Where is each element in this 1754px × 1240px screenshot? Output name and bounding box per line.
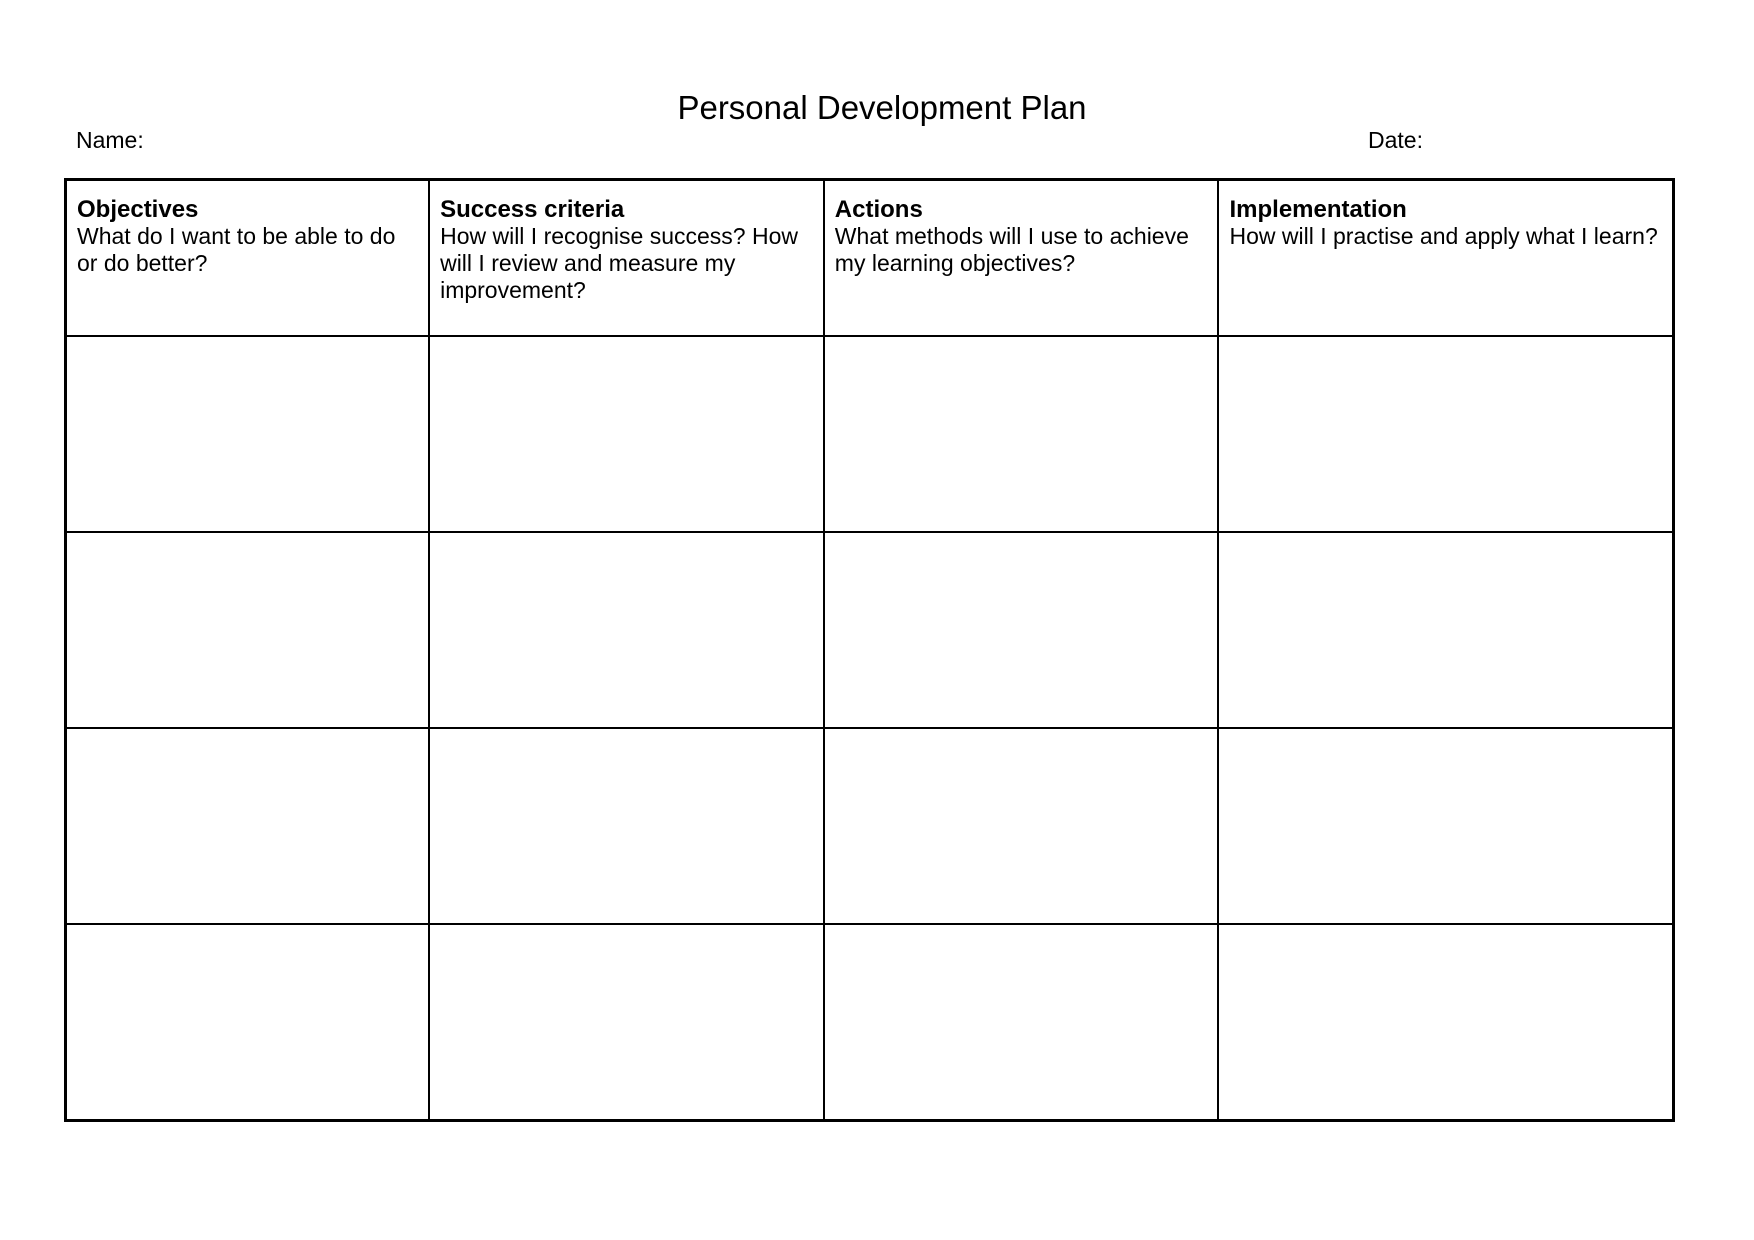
table-row (66, 924, 1674, 1121)
table-cell-actions[interactable] (824, 532, 1219, 728)
column-description-success-criteria: How will I recognise success? How will I review and measure my improvement? (440, 223, 798, 303)
column-title-success-criteria: Success criteria (440, 196, 625, 223)
column-title-objectives: Objectives (77, 196, 199, 223)
column-title-actions: Actions (834, 196, 923, 223)
table-row (66, 336, 1674, 532)
table-cell-implementation[interactable] (1218, 924, 1673, 1121)
table-cell-success-criteria[interactable] (429, 532, 824, 728)
name-label: Name: (76, 127, 144, 153)
date-label: Date: (1368, 127, 1423, 153)
table-cell-implementation[interactable] (1218, 532, 1673, 728)
table-cell-actions[interactable] (824, 728, 1219, 924)
table-cell-objectives[interactable] (66, 924, 430, 1121)
header-actions (824, 180, 1219, 337)
table-cell-success-criteria[interactable] (429, 924, 824, 1121)
table-cell-implementation[interactable] (1218, 728, 1673, 924)
table-row (66, 532, 1674, 728)
table-row (66, 728, 1674, 924)
header-success-criteria (429, 180, 824, 337)
development-plan-table (64, 178, 1675, 1122)
document-title: Personal Development Plan (677, 89, 1087, 126)
header-implementation (1218, 180, 1673, 337)
column-description-implementation: How will I practise and apply what I learn? (1229, 223, 1658, 249)
table-cell-actions[interactable] (824, 924, 1219, 1121)
column-description-objectives: What do I want to be able to do or do better? (77, 223, 396, 276)
table-cell-objectives[interactable] (66, 532, 430, 728)
column-description-actions: What methods will I use to achieve my learning objectives? (834, 223, 1189, 276)
table-cell-implementation[interactable] (1218, 336, 1673, 532)
column-title-implementation: Implementation (1229, 196, 1407, 223)
table-cell-success-criteria[interactable] (429, 336, 824, 532)
table-header-row (66, 180, 1674, 337)
header-objectives (66, 180, 430, 337)
table-cell-success-criteria[interactable] (429, 728, 824, 924)
table-cell-objectives[interactable] (66, 728, 430, 924)
table-cell-actions[interactable] (824, 336, 1219, 532)
table-cell-objectives[interactable] (66, 336, 430, 532)
